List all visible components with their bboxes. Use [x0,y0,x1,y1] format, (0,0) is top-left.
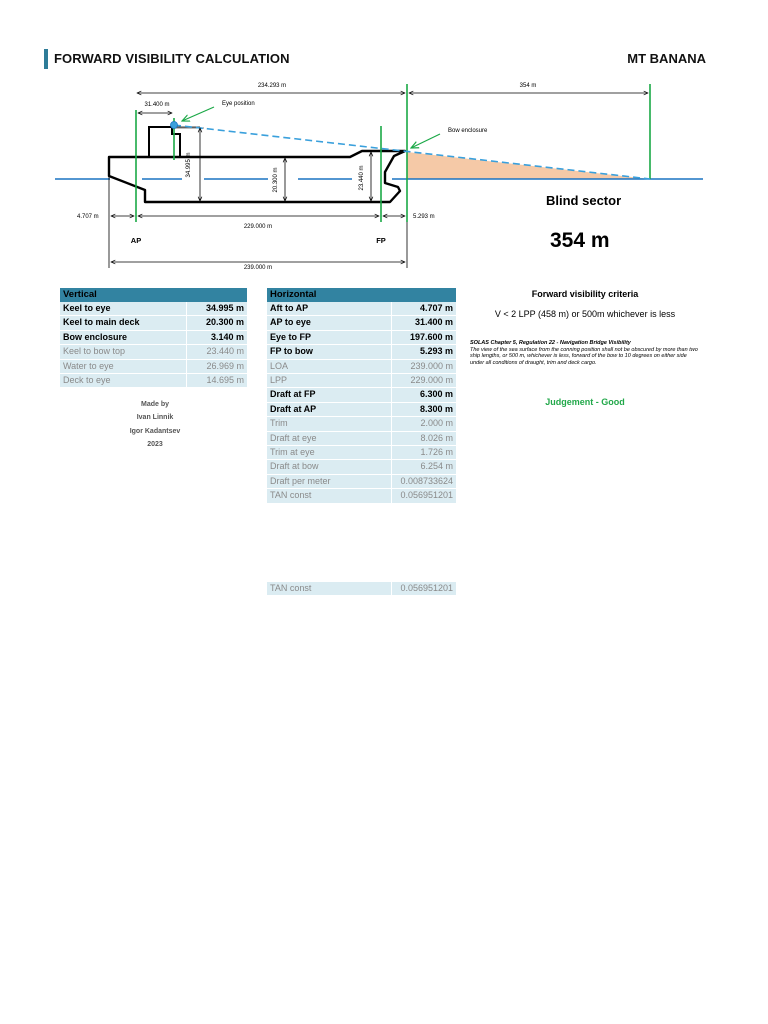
table-row: Trim at eye 1.726 m [267,446,456,460]
ship-name: MT BANANA [627,51,706,66]
table-row: Draft at bow 6.254 m [267,460,456,474]
dim-loa: 239.000 m [243,265,273,271]
dim-aft-to-eye: 31.400 m [144,102,170,108]
dim-keel-to-deck: 20.300 m [273,167,279,193]
superstructure [149,127,180,157]
blind-sector-label: Blind sector [546,193,622,208]
credits-author-1: Ivan Linnik [136,414,174,422]
regulation-title: SOLAS Chapter 5, Regulation 22 - Navigation Bridge Visibility [470,340,631,346]
criteria-rule: V < 2 LPP (458 m) or 500m whichever is less [494,309,676,319]
dim-aft-to-ap: 4.707 m [77,214,99,220]
regulation-text: The view of the sea surface from the conning position shall not be obscured by more than two ship lengths, or 500 m, whichever is less, forward of the bow to 10 degrees on either side under all conditions of draught, trim and deck cargo. [470,347,698,366]
ship-diagram [0,0,768,280]
ap-label: AP [130,236,142,245]
table-row: Eye to FP 197.600 m [267,330,456,344]
dim-lpp: 229.000 m [243,224,273,230]
table-row: Draft at eye 8.026 m [267,431,456,445]
table-row: Draft at AP 8.300 m [267,402,456,416]
judgement-status: Judgement - Good [545,397,625,407]
fp-label: FP [376,236,386,245]
credits-made-by: Made by [140,401,169,408]
dim-blind: 354 m [519,83,537,89]
table-row: Keel to bow top 23.440 m [60,345,247,359]
credits-author-2: Igor Kadantsev [129,427,181,435]
horizontal-table-clip [267,288,456,501]
table-row: Keel to main deck 20.300 m [60,316,247,330]
table-row: Draft per meter 0.008733624 [267,474,456,488]
page-title: FORWARD VISIBILITY CALCULATION [54,51,290,66]
blind-sector-value: 354 m [550,229,610,252]
table-row: AP to eye 31.400 m [267,316,456,330]
horizontal-table [267,288,456,504]
table-row: FP to bow 5.293 m [267,345,456,359]
criteria-title: Forward visibility criteria [531,289,639,299]
table-row: Aft to AP 4.707 m [267,302,456,316]
vertical-header: Vertical [60,288,247,302]
eye-position-label: Eye position [222,101,255,107]
horizontal-header: Horizontal [267,288,456,302]
eye-position-marker [171,122,178,129]
table-row: TAN const 0.056951201 [267,489,456,503]
table-row: LPP 229.000 m [267,374,456,388]
table-row: Trim 2.000 m [267,417,456,431]
table-row: LOA 239.000 m [267,359,456,373]
table-row-fragment: TAN const 0.056951201 [267,586,456,595]
dim-keel-to-bow: 23.440 m [359,165,365,191]
bow-enclosure-label: Bow enclosure [448,128,488,134]
credits-year: 2023 [147,440,163,448]
table-row: Keel to eye 34.995 m [60,302,247,316]
vertical-table [60,288,247,388]
credits [110,398,200,451]
table-row: Bow enclosure 3.140 m [60,330,247,344]
dim-fp-to-bow: 5.293 m [413,214,435,220]
table-row: Draft at FP 6.300 m [267,388,456,402]
dim-keel-to-eye: 34.995 m [186,152,192,178]
table-row: Water to eye 26.969 m [60,359,247,373]
table-row: Deck to eye 14.695 m [60,374,247,388]
dim-eye-to-fp: 234.293 m [257,83,287,89]
